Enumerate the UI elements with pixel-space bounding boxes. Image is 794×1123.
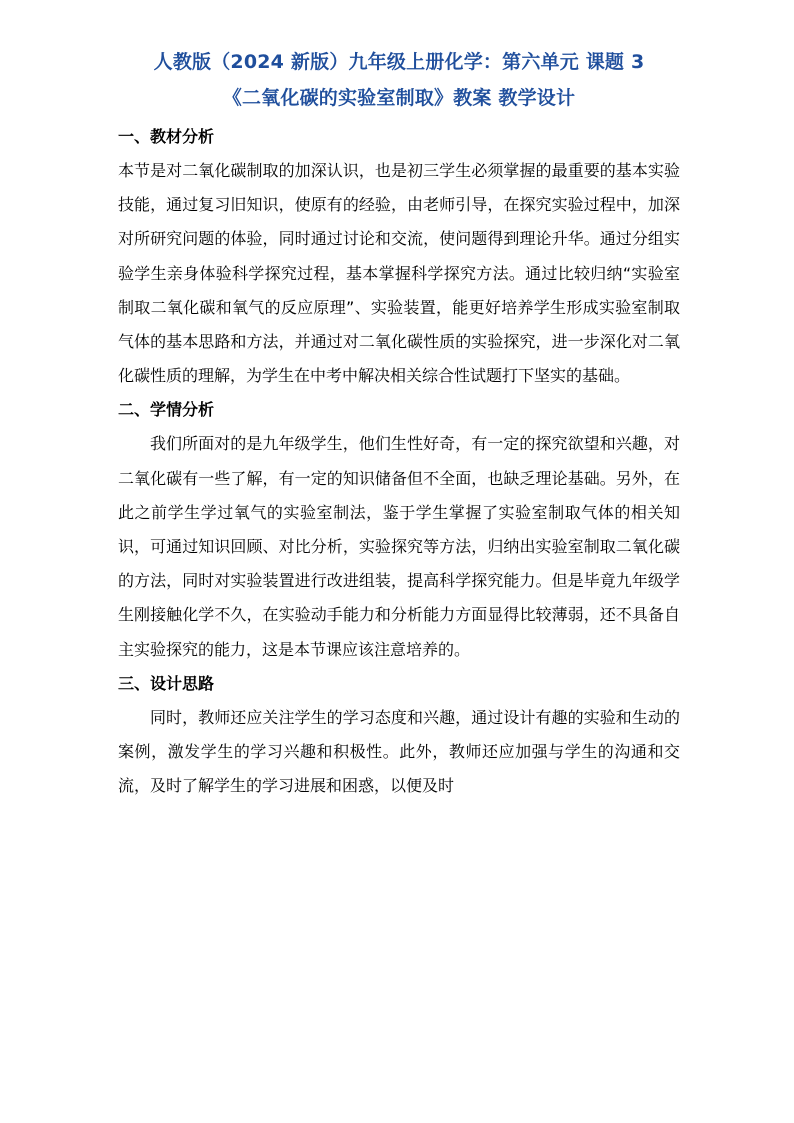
section-heading-design-idea: 三、设计思路 [118,673,215,693]
title-line-1: 人教版（2024 新版）九年级上册化学：第六单元 课题 3 [153,51,645,73]
section-body-design-idea: 同时，教师还应关注学生的学习态度和兴趣，通过设计有趣的实验和生动的案例，激发学生的学习兴趣和积极性。此外，教师还应加强与学生的沟通和交流，及时了解学生的学习进展和困惑，以便及时 [118,707,680,796]
section-heading-textbook-analysis: 一、教材分析 [118,127,215,146]
section-heading-student-analysis: 二、学情分析 [118,400,215,420]
title-line-2: 《二氧化碳的实验室制取》教案 教学设计 [222,87,576,109]
section-body-textbook-analysis: 本节是对二氧化碳制取的加深认识，也是初三学生必须掌握的最重要的基本实验技能，通过复习旧知识，使原有的经验，由老师引导，在探究实验过程中，加深对所研究问题的体验，同时通过讨论和交流，使问题得到理论升华。通过分组实验学生亲身体验科学探究过程，基本掌握科学探究方法。通过比较归纳“实验室制取二氧化碳和氧气的反应原理”、实验装置，能更好培养学生形成实验室制取气体的基本思路和方法，并通过对二氧化碳性质的实验探究，进一步深化对二氧化碳性质的理解，为学生在中考中解决相关综合性试题打下坚实的基础。 [118,161,680,386]
section-body-student-analysis: 我们所面对的是九年级学生，他们生性好奇，有一定的探究欲望和兴趣，对二氧化碳有一些了解，有一定的知识储备但不全面，也缺乏理论基础。另外，在此之前学生学过氧气的实验室制法，鉴于学生掌握了实验室制取气体的相关知识，可通过知识回顾、对比分析，实验探究等方法，归纳出实验室制取二氧化碳的方法，同时对实验装置进行改进组装，提高科学探究能力。但是毕竟九年级学生刚接触化学不久，在实验动手能力和分析能力方面显得比较薄弱，还不具备自主实验探究的能力，这是本节课应该注意培养的。 [118,434,680,659]
document-title [118,44,680,116]
document-page [118,44,680,803]
